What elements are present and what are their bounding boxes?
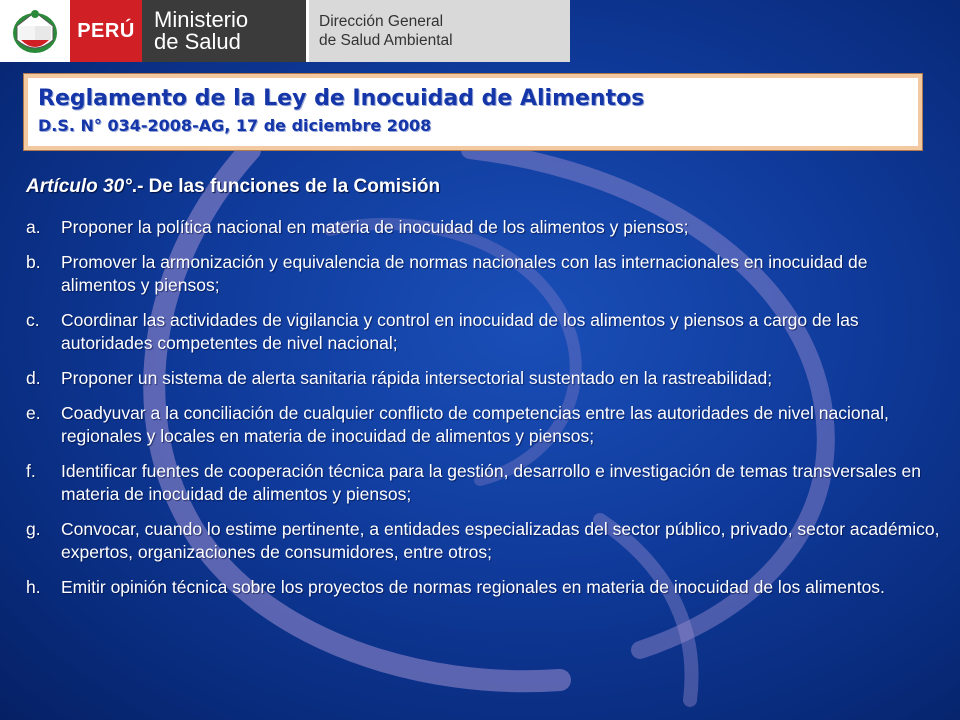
article-heading — [26, 176, 440, 198]
item-letter: a. — [26, 217, 41, 237]
list-item — [26, 216, 941, 239]
direccion-line2: de Salud Ambiental — [319, 32, 453, 49]
ministerio-line2: de Salud — [154, 29, 241, 54]
title-box — [24, 74, 922, 150]
list-item — [26, 309, 941, 355]
peru-coat-of-arms-logo — [0, 0, 70, 62]
title-sub: D.S. N° 034-2008-AG, 17 de diciembre 2008 — [38, 116, 432, 135]
direccion-line1: Dirección General — [319, 13, 444, 30]
item-letter: f. — [26, 461, 36, 481]
item-letter: b. — [26, 252, 41, 272]
item-text: Convocar, cuando lo estime pertinente, a entidades especializadas del sector público, privado, sector académico, expertos, organizaciones de consumidores, entre otros; — [61, 519, 940, 562]
list-item — [26, 460, 941, 506]
header-bar — [0, 0, 570, 62]
list-item — [26, 367, 941, 390]
item-letter: c. — [26, 310, 40, 330]
item-text: Emitir opinión técnica sobre los proyectos de normas regionales en materia de inocuidad de los alimentos. — [61, 577, 885, 597]
list-item — [26, 518, 941, 564]
item-text: Proponer la política nacional en materia de inocuidad de los alimentos y piensos; — [61, 217, 689, 237]
ministerio-line1: Ministerio — [154, 7, 249, 32]
list-item — [26, 576, 941, 599]
item-text: Promover la armonización y equivalencia de normas nacionales con las internacionales en inocuidad de alimentos y piensos; — [61, 252, 868, 295]
peru-label: PERÚ — [70, 0, 142, 62]
item-text: Coadyuvar a la conciliación de cualquier conflicto de competencias entre las autoridades de nivel nacional, regionales y locales en materia de inocuidad de alimentos y piensos; — [61, 403, 889, 446]
item-letter: e. — [26, 403, 41, 423]
item-text: Identificar fuentes de cooperación técnica para la gestión, desarrollo e investigación de temas transversales en materia de inocuidad de alimentos y piensos; — [61, 461, 921, 504]
item-text: Proponer un sistema de alerta sanitaria rápida intersectorial sustentado en la rastreabilidad; — [61, 368, 773, 388]
item-text: Coordinar las actividades de vigilancia y control en inocuidad de los alimentos y piensos a cargo de las autoridades competentes de nivel nacional; — [61, 310, 859, 353]
item-letter: h. — [26, 577, 41, 597]
ministerio-de-salud-label — [142, 0, 306, 62]
item-letter: d. — [26, 368, 41, 388]
direccion-general-label — [306, 0, 570, 62]
article-number: Artículo 30° — [26, 176, 132, 197]
item-letter: g. — [26, 519, 41, 539]
list-item — [26, 251, 941, 297]
list-item — [26, 402, 941, 448]
functions-list — [26, 216, 941, 611]
article-heading-text: .- De las funciones de la Comisión — [131, 176, 441, 197]
title-main: Reglamento de la Ley de Inocuidad de Alimentos — [38, 86, 645, 111]
